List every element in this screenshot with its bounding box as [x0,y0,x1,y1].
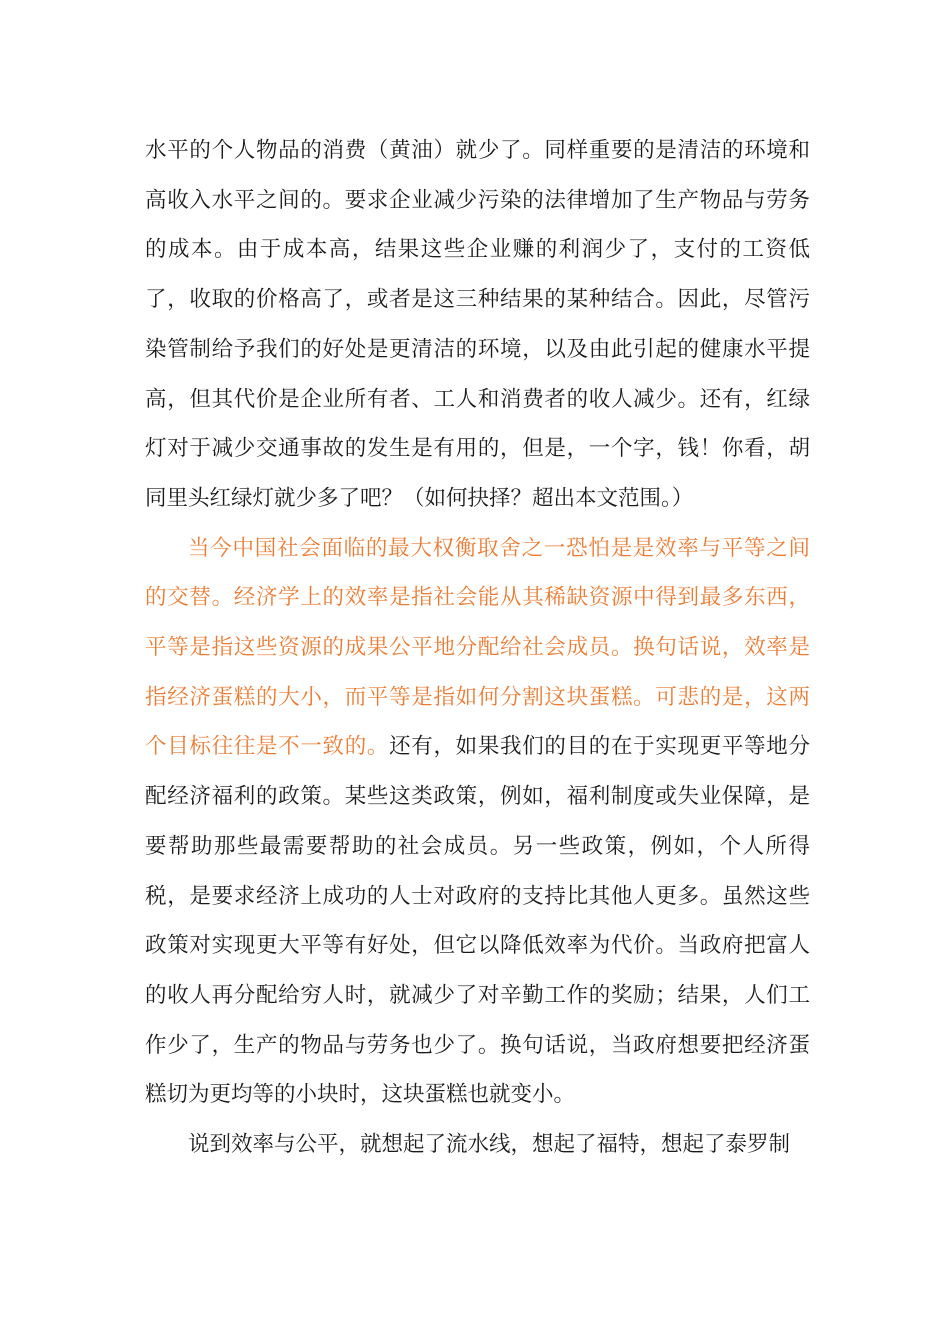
paragraph-2 [145,524,810,1120]
highlighted-text: 当今中国社会面临的最大权衡取舍之一恐怕是是效率与平等之间的交替。经济学上的效率是指社会能从其稀缺资源中得到最多东西，平等是指这些资源的成果公平地分配给社会成员。换句话说，效率是指经济蛋糕的大小，而平等是指如何分割这块蛋糕。可悲的是，这两个目标往往是不一致的。 [145,535,810,760]
paragraph-1: 水平的个人物品的消费（黄油）就少了。同样重要的是清洁的环境和高收入水平之间的。要求企业减少污染的法律增加了生产物品与劳务的成本。由于成本高，结果这些企业赚的利润少了，支付的工资低了，收取的价格高了，或者是这三种结果的某种结合。因此，尽管污染管制给予我们的好处是更清洁的环境，以及由此引起的健康水平提高，但其代价是企业所有者、工人和消费者的收人减少。还有，红绿灯对于减少交通事故的发生是有用的，但是，一个字，钱！你看，胡同里头红绿灯就少多了吧？（如何抉择？超出本文范围。） [145,138,810,511]
paragraph-2-text: 还有，如果我们的目的在于实现更平等地分配经济福利的政策。某些这类政策，例如，福利制度或失业保障，是要帮助那些最需要帮助的社会成员。另一些政策，例如，个人所得税，是要求经济上成功的人士对政府的支持比其他人更多。虽然这些政策对实现更大平等有好处，但它以降低效率为代价。当政府把富人的收人再分配给穷人时，就减少了对辛勤工作的奖励；结果，人们工作少了，生产的物品与劳务也少了。换句话说，当政府想要把经济蛋糕切为更均等的小块时，这块蛋糕也就变小。 [145,734,810,1108]
paragraph-3: 说到效率与公平，就想起了流水线，想起了福特，想起了泰罗制 [188,1132,791,1158]
